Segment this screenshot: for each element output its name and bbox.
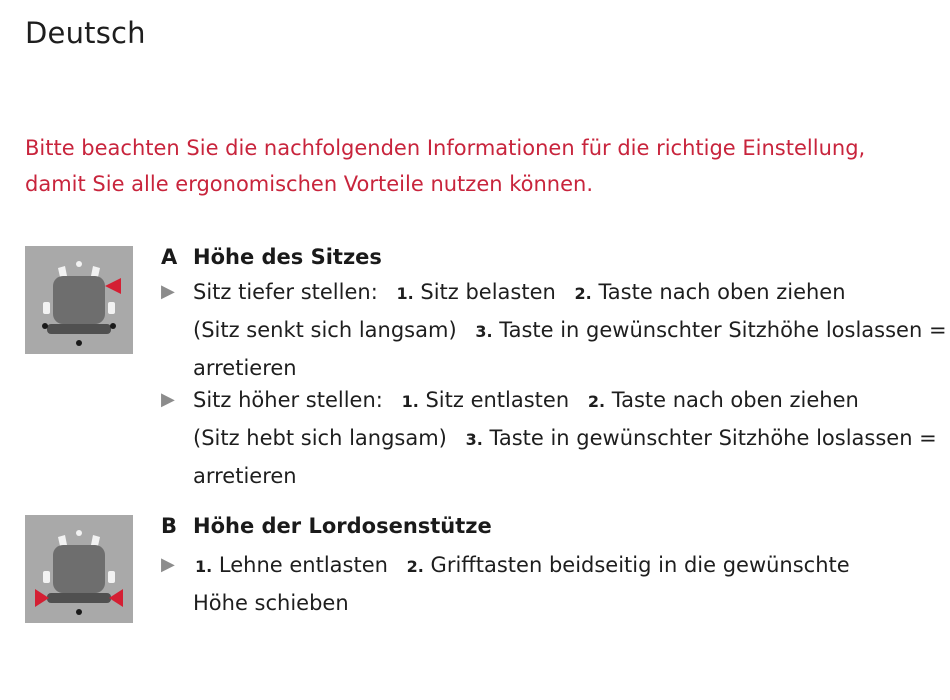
instruction-tail: Höhe schieben (193, 591, 349, 615)
instruction-item (161, 382, 937, 494)
step-text: Sitz entlasten (425, 388, 570, 412)
section-letter: B (161, 514, 178, 538)
step-text: Taste nach oben ziehen (598, 280, 846, 304)
instruction-note: (Sitz senkt sich langsam) (193, 318, 457, 342)
instruction-note: (Sitz hebt sich langsam) (193, 426, 447, 450)
triangle-right-icon: ▶ (161, 281, 175, 302)
instruction-item (161, 274, 947, 386)
step-number: 1. (401, 392, 419, 411)
chair-lumbar-support-icon-graphic (25, 515, 133, 623)
section-title: Höhe der Lordosenstütze (193, 514, 492, 538)
chair-lumbar-support-icon (25, 515, 133, 623)
step-number: 3. (465, 430, 483, 449)
step-number: 3. (475, 322, 493, 341)
step-number: 1. (396, 284, 414, 303)
step-number: 2. (406, 557, 424, 576)
step-number: 2. (574, 284, 592, 303)
instruction-item (161, 547, 850, 621)
step-text: Lehne entlasten (218, 553, 388, 577)
step-text: Taste nach oben ziehen (611, 388, 859, 412)
step-text: Grifftasten beidseitig in die gewünschte (430, 553, 850, 577)
step-number: 2. (587, 392, 606, 411)
instruction-tail: arretieren (193, 356, 297, 380)
triangle-right-icon: ▶ (161, 389, 175, 410)
instruction-tail: arretieren (193, 464, 297, 488)
step-text: Taste in gewünschter Sitzhöhe loslassen = (499, 318, 947, 342)
step-number: 1. (195, 557, 213, 576)
intro-line: Bitte beachten Sie die nachfolgenden Informationen für die richtige Einstellung, (25, 136, 866, 160)
section-title: Höhe des Sitzes (193, 245, 382, 269)
page-title: Deutsch (25, 16, 146, 50)
instruction-lead: Sitz höher stellen: (193, 388, 383, 412)
intro-notice (25, 130, 925, 202)
step-text: Sitz belasten (420, 280, 556, 304)
section-letter: A (161, 245, 178, 269)
section-heading (161, 242, 382, 272)
chair-seat-height-icon-graphic (25, 246, 133, 354)
step-text: Taste in gewünschter Sitzhöhe loslassen = (489, 426, 937, 450)
section-heading (161, 511, 492, 541)
intro-line: damit Sie alle ergonomischen Vorteile nutzen können. (25, 172, 594, 196)
triangle-right-icon: ▶ (161, 554, 175, 575)
chair-seat-height-icon (25, 246, 133, 354)
instruction-lead: Sitz tiefer stellen: (193, 280, 378, 304)
